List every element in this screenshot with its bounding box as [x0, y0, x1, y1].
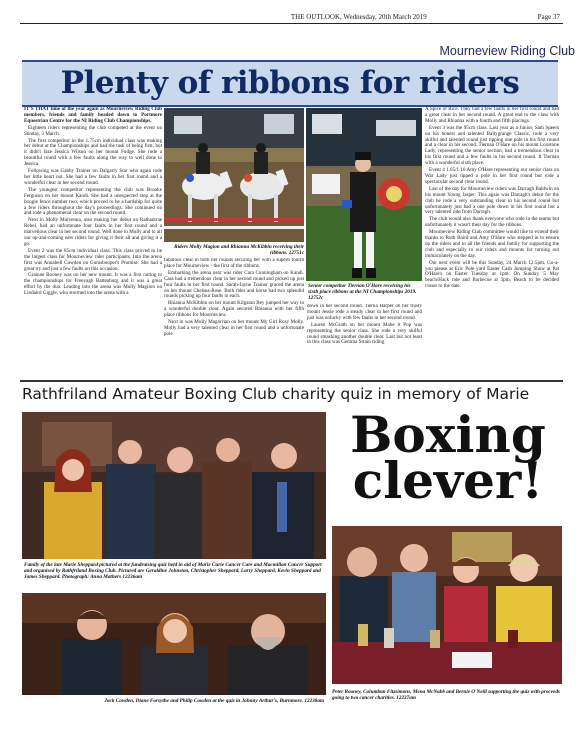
quiz-table-photo [332, 526, 562, 684]
headline: Plenty of ribbons for riders [60, 65, 520, 101]
header-rule [20, 23, 563, 24]
riders-ribbons-photo [164, 108, 304, 242]
riders-photo-caption: Riders Molly Magion and Rhianna McKibbin receiving their ribbons. 12751c [174, 244, 304, 256]
body-paragraph: IT'S THAT time of the year again as Mourneview Riding Club members, friends and family headed down to Portmore Equestrian Centre for the NI Riding Club Championships. [24, 107, 162, 124]
headline-band [22, 60, 558, 107]
family-photo [22, 412, 326, 559]
body-paragraph: A Spice of Rice. They had a few faults in her first round and had a great clear in her second round. A great end to the class with Molly and Rhianna with a fourth and fifth placings. [425, 107, 559, 124]
body-paragraph: Following was Gabby Trainer on Dalgarry Star who again rode her little heart out. She had a few faults in her first round and a wonderful clear in her second round. [24, 168, 162, 186]
publication-line: THE OUTLOOK, Wednesday, 20th March 2019 [290, 13, 427, 21]
section-divider [20, 380, 563, 382]
body-paragraph: Event 4 1.05/1.10 Amy O'Hare representing our senior class on War Lady just tipped a pole in her first round but rode a spectacular second clear round. [425, 167, 559, 185]
riding-column-4 [425, 107, 559, 377]
trio-photo-caption: Jack Cowden, Diane Forsythe and Philip Cowden at the quiz in Johnny Arthur's, Burnmore. 12238am [104, 698, 324, 704]
riding-column-3a [307, 304, 422, 376]
body-paragraph: Lauren McGrath on her mount Mabe it Pop was representing the senior class. She rode a very skilful round smashing another double clear. Last but not least in this class was Gemma Strain riding [307, 321, 422, 346]
body-paragraph: Last of the day for Mourneview riders was Darragh Baldwin on his mount Young Jasper. This again was Darragh's debut for the club he rode a very outstanding clear in his second round but unfortunately just had a one pole down in his first round but a very talented ride from Darragh. [425, 185, 559, 216]
page-header [120, 13, 560, 21]
body-paragraph: The first competitor in the 1.75cm individual class was making her debut at the Championships and had the task of being first, but it didn't faze Jessica Wilson on her mount Fudge. She rode a beautiful round with a few faults along the way to well done to Jessica. [24, 137, 162, 168]
body-paragraph: Mourneview Riding Club committee would like to extend their thanks to Ruth Baird and Amy O'Hare who stepped in to ensure up the riders and to all the friends and family for supporting the club and especially to our riders and mounts for turning out immaculately on the day. [425, 229, 559, 259]
boxing-headline-line1: Boxing [350, 405, 546, 464]
body-paragraph: Embarking the arena next was rider Cara Cunningham on Kandi. Cara had a tremendous clear in her second round and picked up just four faults in her first round. Sarah-Jayne Trainor graced the arena on her mount Chelsea-Rose. Both rider and horse had two splendid rounds picking up four faults in each. [164, 269, 304, 300]
body-paragraph: fabulous clear in both her rounds securing her with a superb fourth place for Mourneview - the first of the ribbons. [164, 258, 304, 269]
page-number: Page 37 [537, 13, 560, 21]
body-paragraph: Event 3 was the 95cm class. Last year as a Junior, Sam Speers on his honest and talented Ballygrange Classic, rode a very skilful and talented round just tipping one pole in his first round and a clear in his second. Tiernan O'Hare on his mount Loxstone Lady, representing the senior section, had a tremendous clear in his first round and a few faults in his second round. It Tiernan with a wonderful sixth place. [425, 124, 559, 167]
riding-column-2 [164, 258, 304, 376]
club-name: Mourneview Riding Club [439, 44, 575, 58]
body-paragraph: Next in was Molly Magorrian on her mount My Girl Rosy Molly. Molly had a very talented clear in her first round and a unfortunate pole [164, 319, 304, 337]
quiz-table-caption: Peter Rooney, Columban Fitzsimons, Mena McNabb and Bernie O'Neill supporting the quiz with proceeds going to two cancer charities. 12237am [332, 689, 560, 701]
riding-column-1 [24, 107, 162, 375]
senior-photo-caption: Senior competitor Tiernan O'Hare receiving his sixth place ribbons at the NI Championships 2019. 12752c [308, 283, 417, 301]
senior-competitor-photo [306, 108, 422, 281]
body-paragraph: The club would also thank everyone who rode in the teams but unfortunately it wasn't their day for the ribbons. [425, 216, 559, 229]
family-photo-caption: Family of the late Marie Sheppard pictured at the fundraising quiz held in aid of Marie Curie Cancer Care and Macmillan Cancer Support and organised by Rathfriland Boxing Club. Pictured are Geraldine Johnston, Christopher Sheppard, Larry Sheppard, Kevin Sheppard and James Sheppard. Photograph: Anna Mathers 12236am [24, 562, 322, 580]
body-paragraph: Event 2 was the 85cm individual class. This class proved to be the largest class for Mourneview rider participants. Into the arena first was Annabell Cowden on Gumsbooper's Promise. She had a great try and just a few faults on this occasion. [24, 247, 162, 272]
body-paragraph: Rhianna McKibbin on her mount Kilgaran Bey jumped her way to a wonderful double clear. Again secured Rhianna with her fifth place ribbons for Mourneview. [164, 300, 304, 319]
body-paragraph: down in her second round. Tierna Harper on her trusty mount Jessie rode a steady clear in her first round and just was unlucky with few faults in her second round. [307, 304, 422, 321]
body-paragraph: Eighteen riders representing the club competed at the event on Sunday, 3 March. [24, 124, 162, 137]
body-paragraph: Next in Molly Mulvenna, also making her debut on Rathantrae Rebel, had an unfortunate four faults in her first round and a marvellous clear in her second round. Well done to Molly and to all our up-and-coming new riders for giving it their all and giving it a go. [24, 217, 162, 247]
boxing-headline-line2: clever! [352, 451, 544, 510]
body-paragraph: The youngest competitor representing the club was Brooke Ferguson on her mount Kandi. She had a unexpected stop at the boogie fence number two, which proved to be a hardship for quite a few riders throughout the day's proceedings. She continued on and rode a phenomenal clear on the second round. [24, 186, 162, 217]
body-paragraph: Grainne Rooney was on her new mount. It was a first outing to the championships for Freevagh Battenburg and it was a great effort by the duo. Leading into the arena was Molly Magiion on Lindaird Giggle, who stormed into the arena with a [24, 272, 162, 297]
body-paragraph: Our next event will be this Sunday, 24 March 12:5pm. Go-a-you please at Eric Pole yard Easter Cash Jumping Show at Pat O'Hare's on Easter Tuesday at 1pm. On Sunday, 5 May beach/Hack ride and Barbecue at 3pm. Beach to be decided closer to the date. [425, 259, 559, 290]
boxing-section-title: Rathfriland Amateur Boxing Club charity quiz in memory of Marie [22, 385, 530, 403]
trio-photo [22, 593, 326, 695]
